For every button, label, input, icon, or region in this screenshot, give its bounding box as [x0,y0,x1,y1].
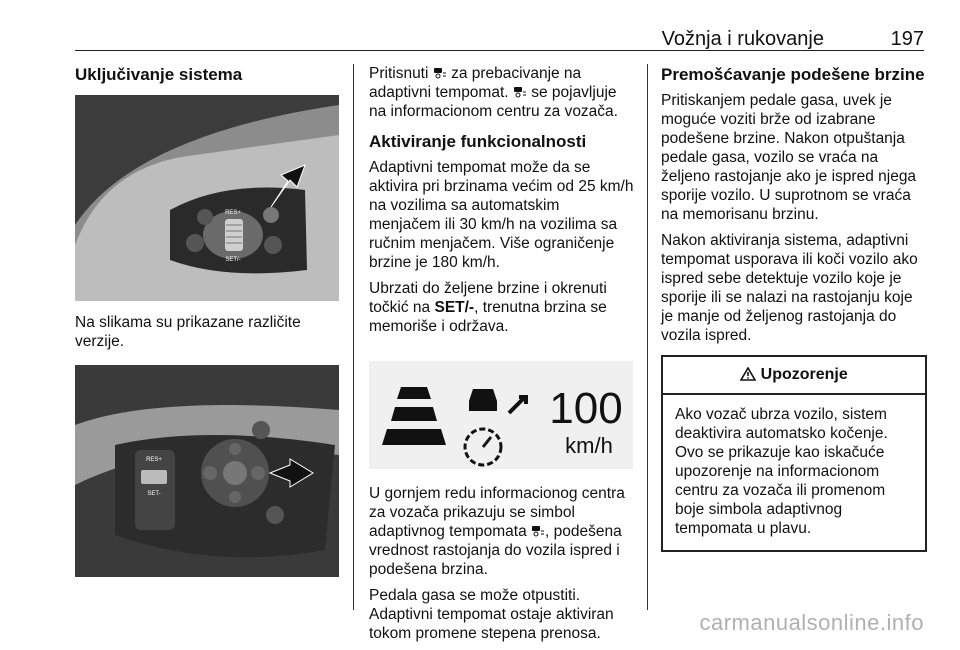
res-label: RES+ [225,210,241,216]
paragraph-1 [369,64,635,121]
speed-unit: km/h [565,433,613,458]
section-heading: Aktiviranje funkcionalnosti [369,132,587,151]
page-header [75,28,924,50]
warning-text: Ako vozač ubrza vozilo, sistem deaktivira automatsko kočenje. Ovo se prikazuje kao iskačuće upozorenje na informacionom centru za vozača ili promenom boje simbola adaptivnog tempomata u plavu. [675,406,888,537]
figure-caption: Na slikama su prikazane različite verzije. [75,314,301,350]
warning-header [663,357,925,395]
header-rule [75,50,924,51]
text-span: U gornjem redu informacionog centra za vozača prikazuju se simbol adaptivnog tempomata [369,485,625,540]
steering-wheel-photo-2 [75,365,339,577]
text-span: Pritisnuti [369,65,429,82]
text-span: , trenutna brzina se memoriše i održava. [369,299,607,335]
text-span: , podešena vrednost rastojanja do vozila ispred i podešena brzina. [369,523,622,578]
set-label-2: SET- [147,491,161,497]
column-2 [369,64,635,650]
text-span: se pojavljuje na informacionom centru za vozača. [369,84,618,120]
distance-bar-3 [382,429,446,445]
column-3 [661,64,927,552]
paragraph-4 [369,484,635,579]
paragraph-2: Nakon aktiviranja sistema, adaptivni tempomat usporava ili koči vozilo ako ispred sebe detektuje vozilo koje je sporije ili se nalazi na rastojanju koje je manje od željenog rastojanja do vozila ispred. [661,232,918,344]
cluster-display-illustration [369,361,633,469]
section-heading: Premošćavanje podešene brzine [661,65,925,84]
warning-title: Upozorenje [760,366,848,383]
watermark: carmanualsonline.info [699,610,924,635]
warning-body [663,395,925,550]
paragraph-2: Adaptivni tempomat može da se aktivira pri brzinama većim od 25 km/h na vozilima sa automatskim menjačem ili 30 km/h na vozilima sa ručnim menjačem. Više ograničenje brzine je 180 km/h. [369,159,634,271]
chapter-title: Vožnja i rukovanje [661,28,824,50]
text-span: Ubrzati do željene brzine i okrenuti točkić na [369,280,607,316]
paragraph-1: Pritiskanjem pedale gasa, uvek je moguće voziti brže od izabrane podešene brzine. Nakon otpuštanja pedale gasa, vozilo se vraća na željeno rastojanje ako je ispred njega sporije vozilo. U suprotnom se vraća na memorisanu brzinu. [661,92,917,223]
warning-box [661,355,927,552]
distance-bar-2 [391,407,437,421]
text-span: za prebacivanje na adaptivni tempomat. [369,65,582,101]
steering-wheel-photo-1 [75,95,339,301]
distance-bar-1 [397,387,431,399]
res-label-2: RES+ [146,457,162,463]
section-heading: Uključivanje sistema [75,65,243,84]
warning-triangle-icon [740,367,756,381]
page-number: 197 [890,28,924,50]
column-divider-1 [353,64,354,610]
set-control-label: SET/- [434,299,475,316]
column-divider-2 [647,64,648,610]
column-1 [75,64,345,577]
paragraph-5: Pedala gasa se može otpustiti. Adaptivni tempomat ostaje aktiviran tokom promene stepena prenosa. [369,587,614,642]
adaptive-cruise-icon [433,67,447,79]
paragraph-3 [369,279,635,336]
set-speed: 100 [549,384,623,433]
adaptive-cruise-icon [513,86,527,98]
set-label: SET/- [225,257,241,263]
adaptive-cruise-icon [531,525,545,537]
